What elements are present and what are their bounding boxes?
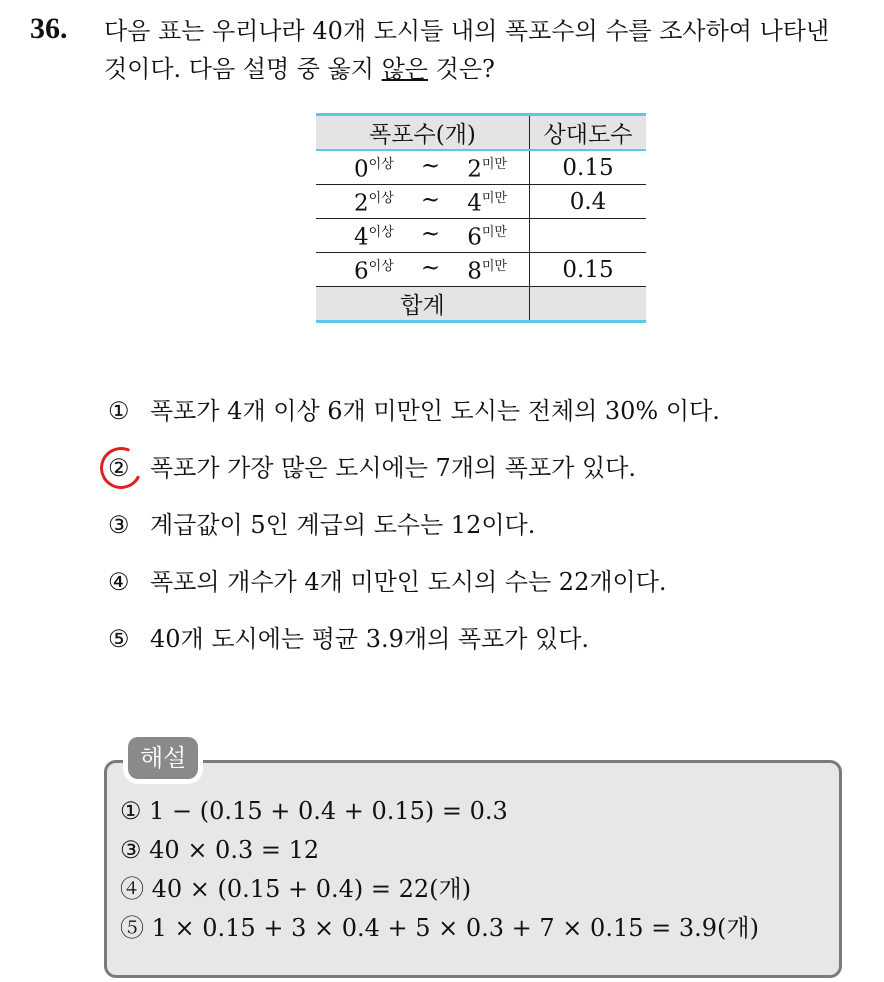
choice-number-glyph: ②: [108, 454, 130, 482]
question-line-2-post: 것은?: [428, 55, 495, 83]
range-low: [354, 187, 394, 217]
choice-number-marked: [108, 449, 146, 506]
range-high: [467, 255, 507, 285]
range-tilde: ~: [420, 254, 441, 281]
range-low-value: 4: [354, 224, 369, 251]
range-high-value: 4: [467, 190, 482, 217]
range-high: [467, 187, 507, 217]
choice-2[interactable]: [108, 449, 848, 506]
choice-3[interactable]: [108, 506, 848, 563]
range-tilde: ~: [420, 152, 441, 179]
answer-circle-mark: [94, 441, 148, 495]
solution-line: ④ 40 × (0.15 + 0.4) = 22(개): [120, 875, 472, 903]
range-low-sup: 이상: [368, 190, 394, 206]
range-tilde: ~: [420, 186, 441, 213]
total-value: [530, 287, 647, 322]
question-line-2-pre: 것이다. 다음 설명 중 옳지: [104, 55, 382, 83]
choice-number: ④: [108, 568, 130, 596]
solution-line: ③ 40 × 0.3 = 12: [120, 836, 320, 864]
value-cell: 0.15: [530, 253, 647, 287]
table-row: [316, 185, 646, 219]
choice-4[interactable]: [108, 563, 848, 620]
solution-line: ⑤ 1 × 0.15 + 3 × 0.4 + 5 × 0.3 + 7 × 0.15 = 3.9(개): [120, 914, 759, 942]
question-text: [104, 12, 874, 88]
choice-text: 계급값이 5인 계급의 도수는 12이다.: [150, 511, 536, 539]
range-low-sup: 이상: [368, 224, 394, 240]
range-low: [354, 221, 394, 251]
value-cell: 0.4: [530, 185, 647, 219]
value-cell: [530, 219, 647, 253]
range-low-value: 0: [354, 156, 369, 183]
choice-number: ⑤: [108, 625, 130, 653]
range-high-sup: 미만: [481, 156, 507, 172]
solution-line: ① 1 − (0.15 + 0.4 + 0.15) = 0.3: [120, 797, 508, 825]
choice-number: ①: [108, 397, 130, 425]
choice-1[interactable]: [108, 392, 848, 449]
range-high-sup: 미만: [481, 190, 507, 206]
range-low-value: 6: [354, 258, 369, 285]
solution-label: 해설: [128, 737, 198, 779]
range-cell: [316, 253, 530, 287]
value-cell: 0.15: [530, 150, 647, 185]
range-high-value: 2: [467, 156, 482, 183]
question-number: 36.: [30, 12, 68, 45]
choice-number: ③: [108, 511, 130, 539]
table-total-row: [316, 287, 646, 322]
range-low: [354, 255, 394, 285]
answer-choices: [108, 392, 848, 677]
range-cell: [316, 185, 530, 219]
choice-text: 40개 도시에는 평균 3.9개의 폭포가 있다.: [150, 625, 590, 653]
table-row: [316, 253, 646, 287]
range-high: [467, 153, 507, 183]
range-low: [354, 153, 394, 183]
solution-lines: [120, 792, 759, 948]
underlined-word: 않은: [381, 55, 428, 83]
range-low-sup: 이상: [368, 156, 394, 172]
range-high-sup: 미만: [481, 258, 507, 274]
range-cell: [316, 150, 530, 185]
table-row: [316, 219, 646, 253]
range-high: [467, 221, 507, 251]
choice-text: 폭포의 개수가 4개 미만인 도시의 수는 22개이다.: [150, 568, 667, 596]
question-line-1: 다음 표는 우리나라 40개 도시들 내의 폭포수의 수를 조사하여 나타낸: [104, 17, 830, 45]
choice-5[interactable]: [108, 620, 848, 677]
table-header-row: [316, 115, 646, 151]
range-low-value: 2: [354, 190, 369, 217]
range-high-value: 6: [467, 224, 482, 251]
range-cell: [316, 219, 530, 253]
header-count: 폭포수(개): [316, 115, 530, 151]
choice-text: 폭포가 가장 많은 도시에는 7개의 폭포가 있다.: [150, 454, 636, 482]
range-tilde: ~: [420, 220, 441, 247]
range-low-sup: 이상: [368, 258, 394, 274]
total-label: 합계: [316, 287, 530, 322]
frequency-table: [316, 113, 646, 323]
range-high-value: 8: [467, 258, 482, 285]
range-high-sup: 미만: [481, 224, 507, 240]
choice-text: 폭포가 4개 이상 6개 미만인 도시는 전체의 30% 이다.: [150, 397, 720, 425]
header-relative-frequency: 상대도수: [530, 115, 647, 151]
question-line-2: [104, 50, 874, 88]
table-row: [316, 150, 646, 185]
